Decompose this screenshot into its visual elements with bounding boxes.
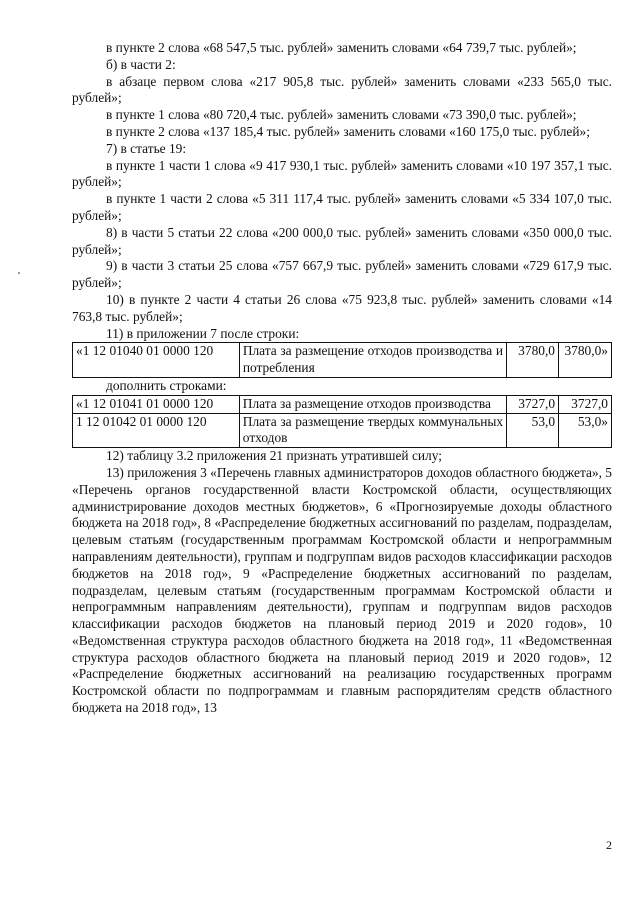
table-cell-value: 3780,0» — [559, 343, 612, 378]
paragraph: 8) в части 5 статьи 22 слова «200 000,0 тыс. рублей» заменить словами «350 000,0 тыс. рублей»; — [72, 224, 612, 257]
add-rows-label: дополнить строками: — [106, 377, 227, 393]
table-cell-code: «1 12 01040 01 0000 120 — [73, 343, 240, 378]
paragraph: 13) приложения 3 «Перечень главных администраторов доходов областного бюджета», 5 «Перечень органов государственной власти Костромской области, осуществляющих администрирование доходов местных бюджетов», 6 «Прогнозируемые доходы областного бюджета на 2018 год», 8 «Распределение бюджетных ассигнований по разделам, подразделам, целевым статьям (государственным программам Костромской области и непрограммным направлениям деятельности), группам и подгруппам видов расходов классификации расходов бюджетов на 2018 год», 9 «Распределение бюджетных ассигнований по разделам, подразделам, целевым статьям (государственным программам Костромской области и непрограммным направлениям деятельности), группам и подгруппам видов расходов классификации расходов бюджетов на плановый период 2019 и 2020 годов», 10 «Ведомственная структура расходов областного бюджета на 2018 год», 11 «Ведомственная структура расходов областного бюджета на плановый период 2019 и 2020 годов», 12 «Распределение бюджетных ассигнований на реализацию государственных программ Костромской области по подпрограммам и главным распорядителям средств областного бюджета на 2018 год», 13 — [72, 464, 612, 716]
table-cell-value: 3727,0 — [559, 395, 612, 413]
document-body — [72, 40, 612, 717]
original-row-table — [72, 342, 612, 378]
table-cell-value: 53,0 — [507, 413, 559, 448]
table-cell-name: Плата за размещение твердых коммунальных отходов — [239, 413, 506, 448]
table-cell-name: Плата за размещение отходов производства — [239, 395, 506, 413]
paragraph: в пункте 1 части 2 слова «5 311 117,4 тыс. рублей» заменить словами «5 334 107,0 тыс. рублей»; — [72, 191, 612, 223]
paragraph: 10) в пункте 2 части 4 статьи 26 слова «75 923,8 тыс. рублей» заменить словами «14 763,8 тыс. рублей»; — [72, 291, 612, 324]
paragraph: 9) в части 3 статьи 25 слова «757 667,9 тыс. рублей» заменить словами «729 617,9 тыс. рублей»; — [72, 258, 612, 291]
paragraph: в пункте 1 части 1 слова «9 417 930,1 тыс. рублей» заменить словами «10 197 357,1 тыс. рублей»; — [72, 157, 612, 190]
table-row — [73, 413, 612, 448]
paragraph: в абзаце первом слова «217 905,8 тыс. рублей» заменить словами «233 565,0 тыс. рублей»; — [72, 73, 612, 106]
scan-speck — [18, 272, 20, 274]
paragraph: б) в части 2: — [106, 56, 176, 72]
paragraph: в пункте 1 слова «80 720,4 тыс. рублей» заменить словами «73 390,0 тыс. рублей»; — [106, 107, 577, 123]
table-cell-value: 3727,0 — [507, 395, 559, 413]
paragraph: 7) в статье 19: — [106, 140, 187, 156]
paragraph: в пункте 2 слова «68 547,5 тыс. рублей» заменить словами «64 739,7 тыс. рублей»; — [106, 40, 577, 55]
paragraph: в пункте 2 слова «137 185,4 тыс. рублей» заменить словами «160 175,0 тыс. рублей»; — [106, 123, 590, 139]
page-number: 2 — [606, 838, 612, 852]
table-cell-name: Плата за размещение отходов производства и потребления — [239, 343, 506, 378]
paragraph: 11) в приложении 7 после строки: — [106, 325, 300, 341]
table-row — [73, 343, 612, 378]
table-cell-value: 3780,0 — [507, 343, 559, 378]
table-cell-code: «1 12 01041 01 0000 120 — [73, 395, 240, 413]
table-row — [73, 395, 612, 413]
added-rows-table — [72, 395, 612, 448]
table-cell-code: 1 12 01042 01 0000 120 — [73, 413, 240, 448]
paragraph: 12) таблицу 3.2 приложения 21 признать утратившей силу; — [106, 448, 442, 464]
table-cell-value: 53,0» — [559, 413, 612, 448]
